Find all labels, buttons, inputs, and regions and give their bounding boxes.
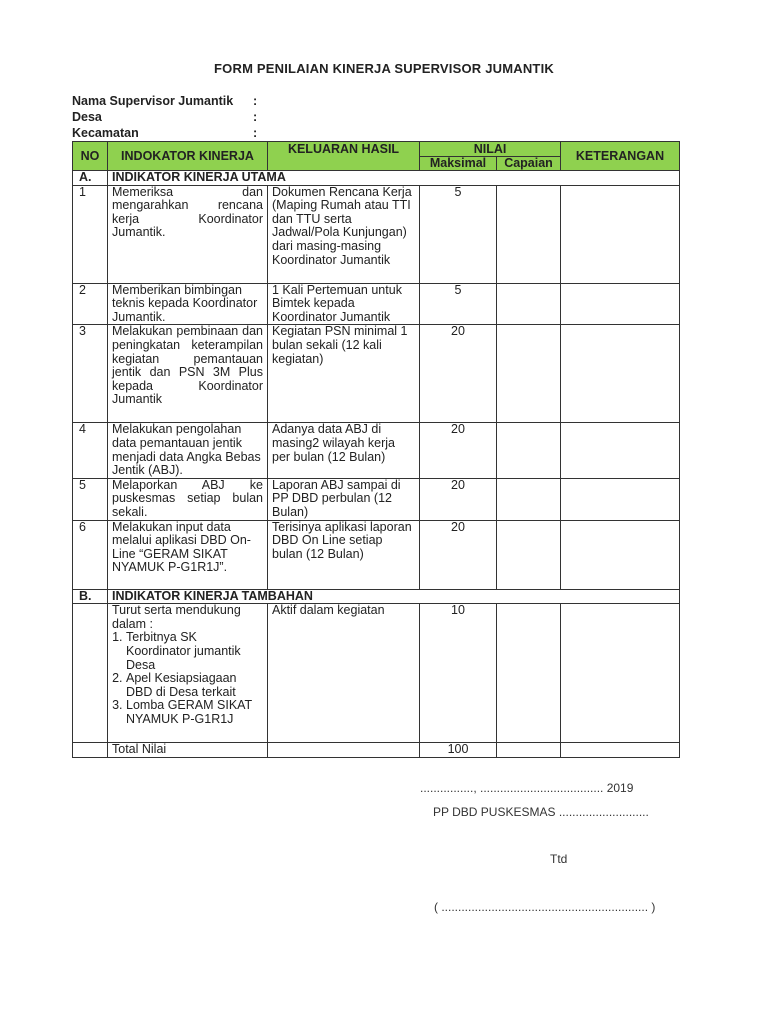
row-capaian <box>497 520 561 589</box>
table-row <box>73 604 680 743</box>
row-capaian <box>497 185 561 283</box>
header-capaian: Capaian <box>497 157 561 171</box>
row-keluaran: Laporan ABJ sampai di PP DBD perbulan (12 Bulan) <box>268 478 420 520</box>
list-item: 3. Lomba GERAM SIKAT NYAMUK P-G1R1J <box>126 699 263 726</box>
header-no: NO <box>73 142 108 171</box>
section-label: INDIKATOR KINERJA TAMBAHAN <box>108 589 680 604</box>
header-keterangan: KETERANGAN <box>561 142 680 171</box>
table-row <box>73 283 680 325</box>
table-row <box>73 478 680 520</box>
row-capaian <box>497 325 561 423</box>
row-no: 6 <box>73 520 108 589</box>
info-label: Desa <box>72 110 102 124</box>
row-keterangan <box>561 478 680 520</box>
row-indikator: Melakukan pengolahan data pemantauan jentik menjadi data Angka Bebas Jentik (ABJ). <box>108 423 268 478</box>
row-maksimal: 5 <box>420 185 497 283</box>
row-capaian <box>497 478 561 520</box>
table-row <box>73 520 680 589</box>
info-label: Nama Supervisor Jumantik <box>72 94 234 108</box>
table-row <box>73 325 680 423</box>
row-keluaran: Aktif dalam kegiatan <box>268 604 420 743</box>
row-maksimal: 20 <box>420 478 497 520</box>
row-keluaran: Kegiatan PSN minimal 1 bulan sekali (12 kali kegiatan) <box>268 325 420 423</box>
info-row-desa <box>72 109 258 125</box>
row-indikator: Melakukan pembinaan dan peningkatan keterampilan kegiatan pemantauan jentik dan PSN 3M Plus kepada Koordinator Jumantik <box>108 325 268 423</box>
header-keluaran: KELUARAN HASIL <box>268 142 420 171</box>
row-indikator: Melakukan input data melalui aplikasi DBD On-Line “GERAM SIKAT NYAMUK P-G1R1J”. <box>108 520 268 589</box>
row-keterangan <box>561 520 680 589</box>
row-keterangan <box>561 185 680 283</box>
section-b-row <box>73 589 680 604</box>
signatory-name-line: ( .............................................................. ) <box>434 900 656 914</box>
table-header-row <box>73 142 680 157</box>
row-keterangan <box>561 325 680 423</box>
row-keterangan <box>561 604 680 743</box>
total-row <box>73 743 680 758</box>
total-no <box>73 743 108 758</box>
total-capaian <box>497 743 561 758</box>
row-no <box>73 604 108 743</box>
row-maksimal: 10 <box>420 604 497 743</box>
section-code: A. <box>73 171 108 186</box>
row-indikator: Melaporkan ABJ ke puskesmas setiap bulan sekali. <box>108 478 268 520</box>
info-label: Kecamatan <box>72 126 139 140</box>
header-nilai: NILAI <box>420 142 561 157</box>
info-colon: : <box>253 110 258 124</box>
row-maksimal: 20 <box>420 423 497 478</box>
place-date-line: ................, ..................................... 2019 <box>420 781 634 795</box>
total-keterangan <box>561 743 680 758</box>
info-colon: : <box>253 94 258 108</box>
info-colon: : <box>253 126 258 140</box>
section-code: B. <box>73 589 108 604</box>
info-row-kecamatan <box>72 125 258 141</box>
row-indikator-intro: Turut serta mendukung dalam : <box>112 603 241 631</box>
total-maksimal: 100 <box>420 743 497 758</box>
section-a-row <box>73 171 680 186</box>
row-maksimal: 20 <box>420 520 497 589</box>
row-capaian <box>497 423 561 478</box>
row-maksimal: 20 <box>420 325 497 423</box>
header-maksimal: Maksimal <box>420 157 497 171</box>
row-keluaran: Adanya data ABJ di masing2 wilayah kerja per bulan (12 Bulan) <box>268 423 420 478</box>
row-keluaran: Terisinya aplikasi laporan DBD On Line setiap bulan (12 Bulan) <box>268 520 420 589</box>
row-no: 4 <box>73 423 108 478</box>
table-row <box>73 185 680 283</box>
row-capaian <box>497 283 561 325</box>
total-label: Total Nilai <box>108 743 268 758</box>
support-list <box>112 631 263 726</box>
row-maksimal: 5 <box>420 283 497 325</box>
list-item: 2. Apel Kesiapsiagaan DBD di Desa terkait <box>126 672 263 699</box>
section-label: INDIKATOR KINERJA UTAMA <box>108 171 680 186</box>
pp-dbd-line: PP DBD PUSKESMAS ........................... <box>433 805 649 819</box>
row-keluaran: 1 Kali Pertemuan untuk Bimtek kepada Koordinator Jumantik <box>268 283 420 325</box>
info-row-nama <box>72 93 258 109</box>
row-keterangan <box>561 283 680 325</box>
header-indikator: INDOKATOR KINERJA <box>108 142 268 171</box>
assessment-table <box>72 141 680 758</box>
form-title: FORM PENILAIAN KINERJA SUPERVISOR JUMANTIK <box>214 61 554 76</box>
total-keluaran <box>268 743 420 758</box>
row-no: 2 <box>73 283 108 325</box>
row-indikator: Memberikan bimbingan teknis kepada Koordinator Jumantik. <box>108 283 268 325</box>
row-capaian <box>497 604 561 743</box>
table-row <box>73 423 680 478</box>
row-indikator: Memeriksa dan mengarahkan rencana kerja Koordinator Jumantik. <box>108 185 268 283</box>
row-no: 5 <box>73 478 108 520</box>
row-no: 3 <box>73 325 108 423</box>
list-item: 1. Terbitnya SK Koordinator jumantik Desa <box>126 631 263 672</box>
row-keterangan <box>561 423 680 478</box>
supervisor-info <box>72 93 258 141</box>
signature-ttd: Ttd <box>550 852 568 866</box>
row-keluaran: Dokumen Rencana Kerja (Maping Rumah atau TTI dan TTU serta Jadwal/Pola Kunjungan) dari masing-masing Koordinator Jumantik <box>268 185 420 283</box>
row-no: 1 <box>73 185 108 283</box>
row-indikator <box>108 604 268 743</box>
